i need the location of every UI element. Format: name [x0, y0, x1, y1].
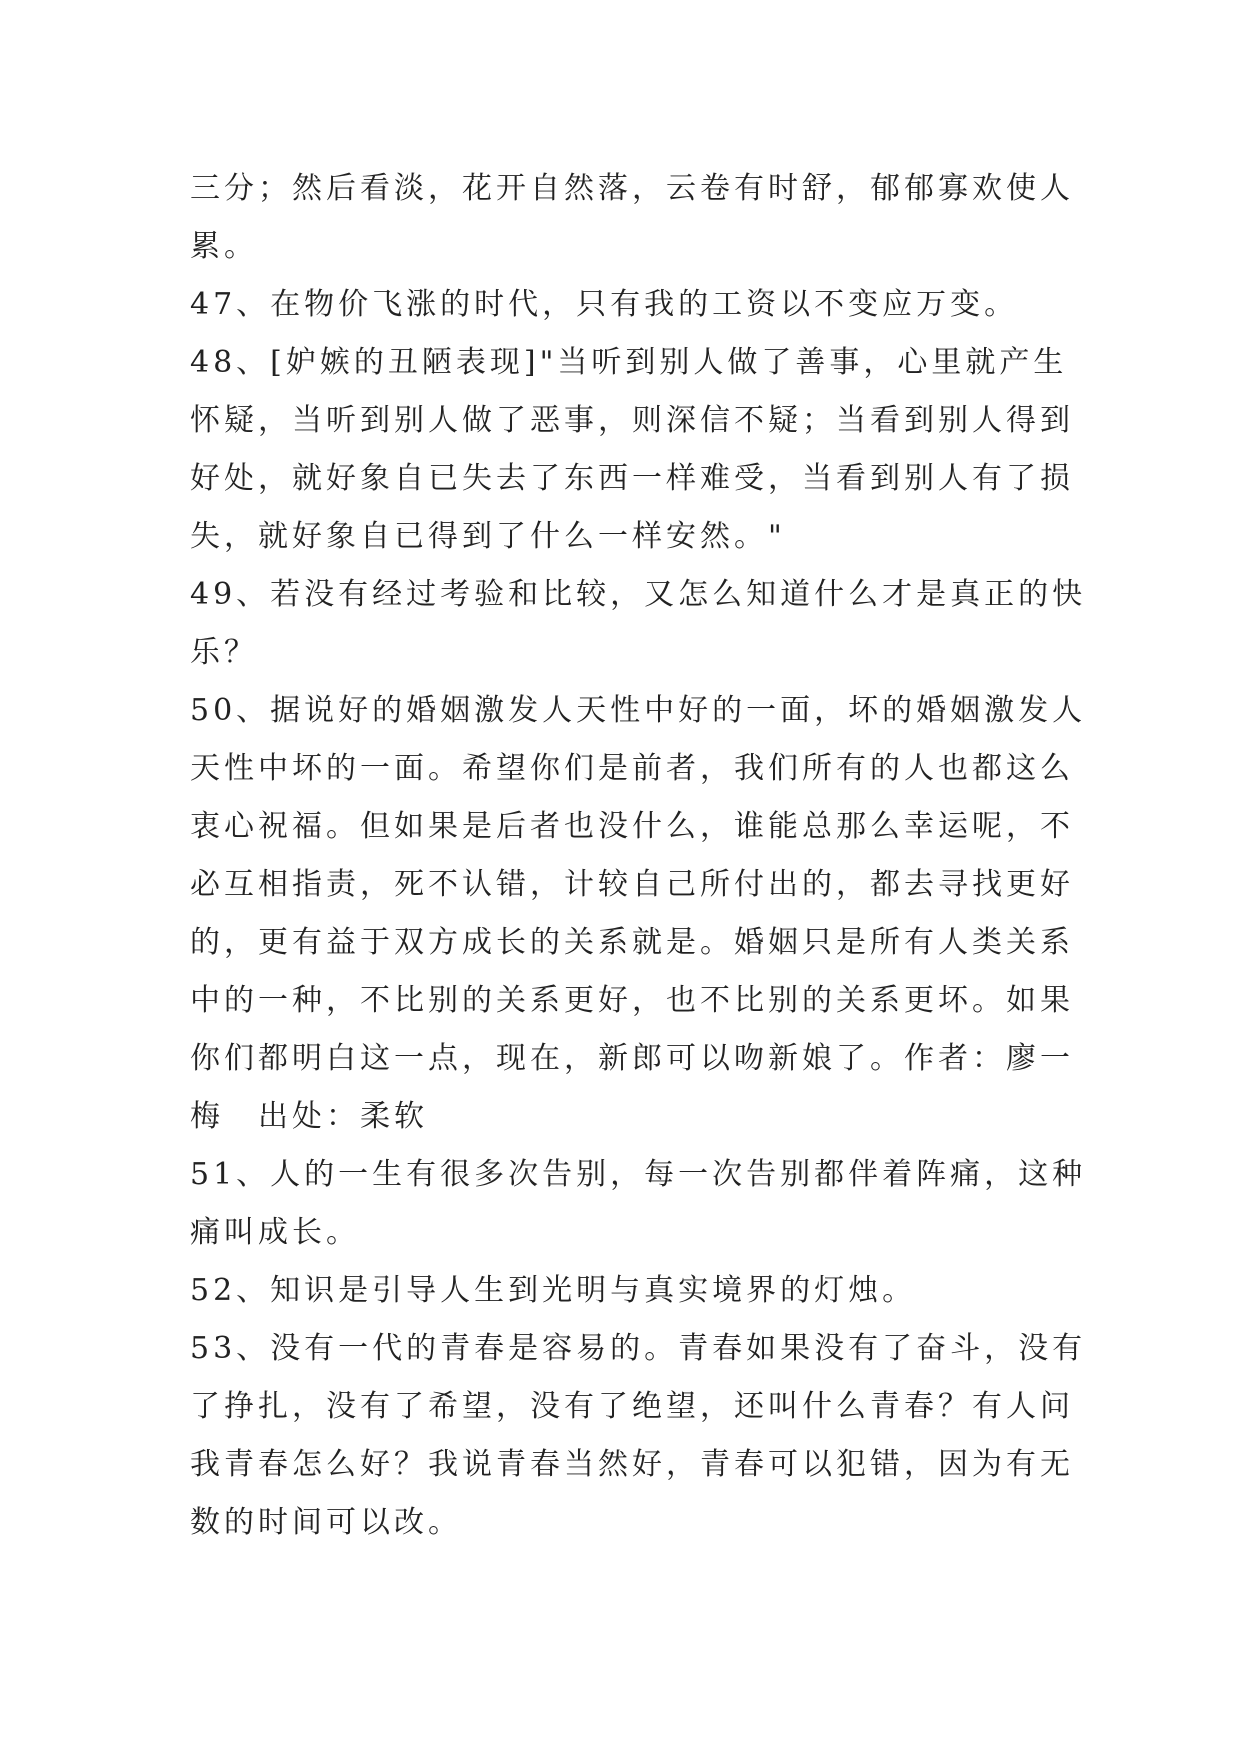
- text-line: 了挣扎，没有了希望，没有了绝望，还叫什么青春？有人问: [190, 1389, 1074, 1424]
- text-line: 47、在物价飞涨的时代，只有我的工资以不变应万变。: [190, 287, 1019, 322]
- text-line: 中的一种，不比别的关系更好，也不比别的关系更坏。如果: [190, 983, 1074, 1018]
- text-line: 怀疑，当听到别人做了恶事，则深信不疑；当看到别人得到: [190, 403, 1074, 438]
- text-line: 三分；然后看淡，花开自然落，云卷有时舒，郁郁寡欢使人: [190, 171, 1074, 206]
- text-line: 好处，就好象自已失去了东西一样难受，当看到别人有了损: [190, 461, 1074, 496]
- text-line: 53、没有一代的青春是容易的。青春如果没有了奋斗，没有: [190, 1331, 1087, 1366]
- text-line: 失，就好象自已得到了什么一样安然。": [190, 519, 786, 554]
- text-line: 痛叫成长。: [190, 1215, 360, 1250]
- text-line: 52、知识是引导人生到光明与真实境界的灯烛。: [190, 1273, 917, 1308]
- document-page: [190, 160, 1087, 1552]
- text-line: 梅 出处：柔软: [190, 1099, 428, 1134]
- text-line: 乐？: [190, 635, 258, 670]
- text-line: 的，更有益于双方成长的关系就是。婚姻只是所有人类关系: [190, 925, 1074, 960]
- text-line: 48、[妒嫉的丑陋表现]"当听到别人做了善事，心里就产生: [190, 345, 1068, 380]
- text-line: 累。: [190, 229, 258, 264]
- text-line: 必互相指责，死不认错，计较自己所付出的，都去寻找更好: [190, 867, 1074, 902]
- text-line: 数的时间可以改。: [190, 1505, 462, 1540]
- text-line: 我青春怎么好？我说青春当然好，青春可以犯错，因为有无: [190, 1447, 1074, 1482]
- text-line: 50、据说好的婚姻激发人天性中好的一面，坏的婚姻激发人: [190, 693, 1087, 728]
- text-line: 衷心祝福。但如果是后者也没什么，谁能总那么幸运呢，不: [190, 809, 1074, 844]
- text-line: 天性中坏的一面。希望你们是前者，我们所有的人也都这么: [190, 751, 1074, 786]
- text-line: 49、若没有经过考验和比较，又怎么知道什么才是真正的快: [190, 577, 1087, 612]
- text-line: 51、人的一生有很多次告别，每一次告别都伴着阵痛，这种: [190, 1157, 1087, 1192]
- text-line: 你们都明白这一点，现在，新郎可以吻新娘了。作者：廖一: [190, 1041, 1074, 1076]
